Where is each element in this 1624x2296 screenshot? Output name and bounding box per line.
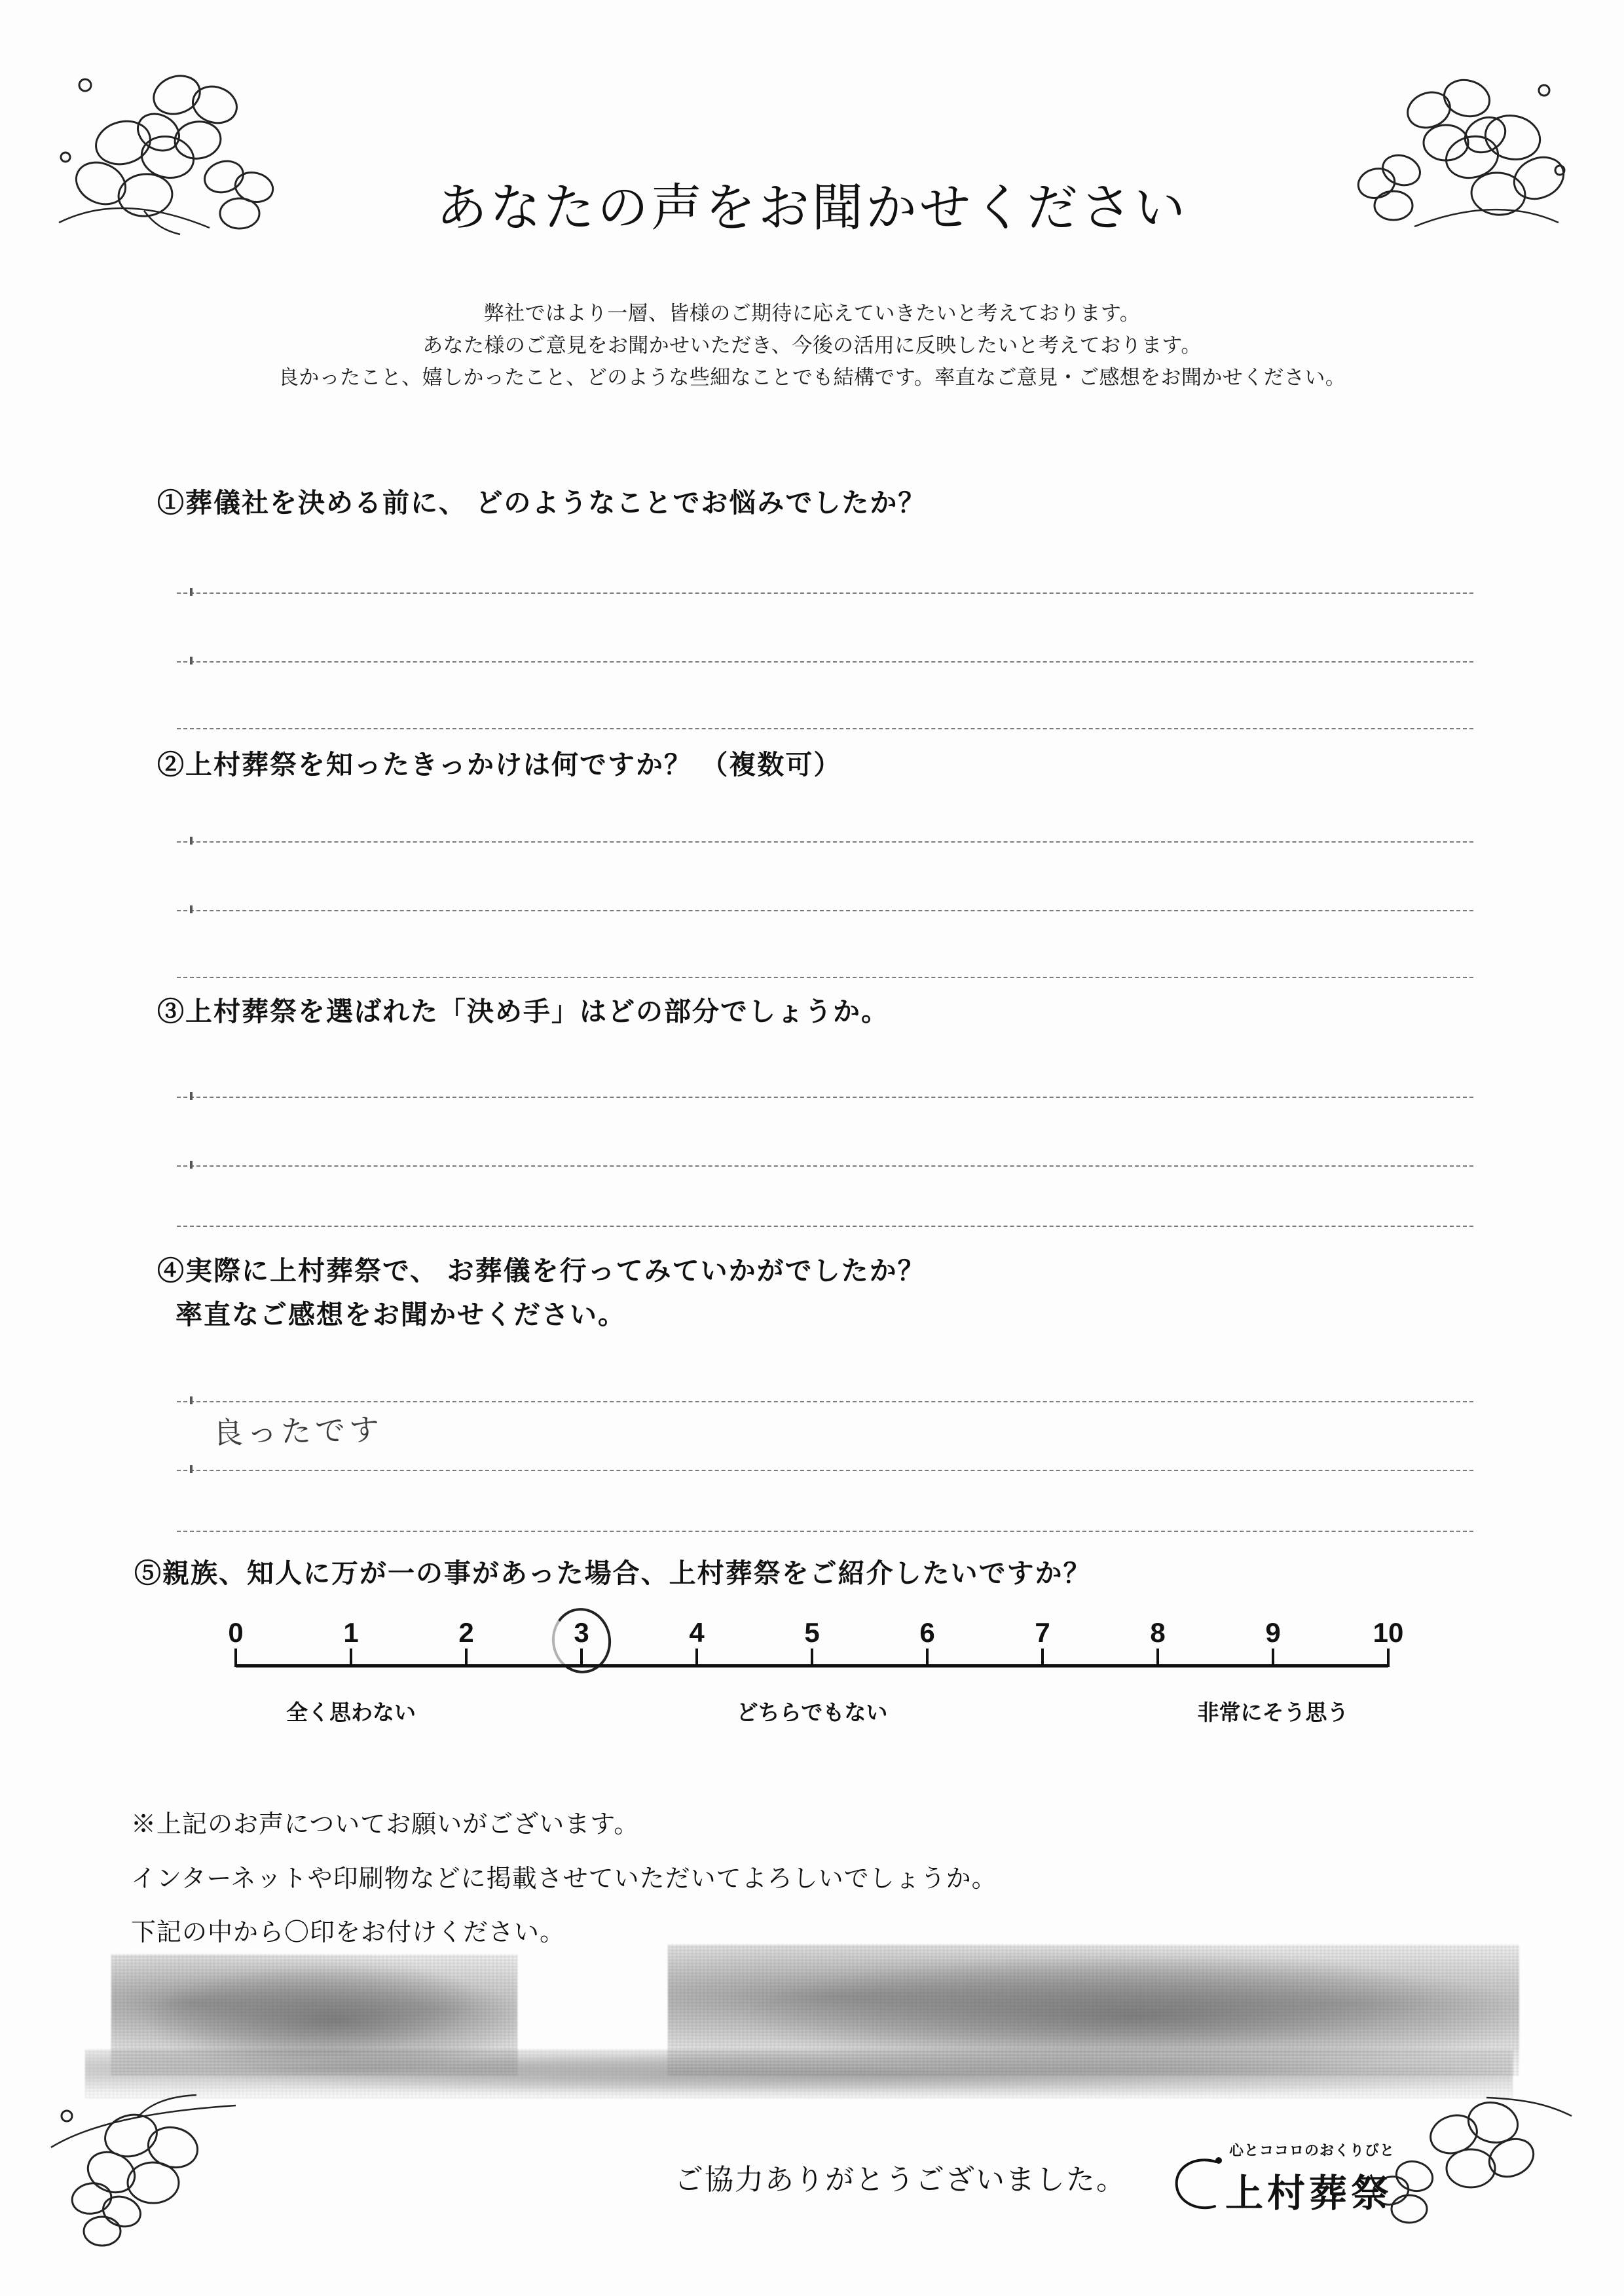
question-3-answer-line-1[interactable] <box>177 1097 1473 1098</box>
scale-number-5[interactable]: 5 <box>804 1617 820 1648</box>
thanks-message: ご協力ありがとうございました。 <box>674 2164 1126 2196</box>
scale-number-1[interactable]: 1 <box>343 1617 359 1648</box>
answer-line-tick <box>190 657 193 665</box>
note-line-3: 下記の中から〇印をお付けください。 <box>131 1919 566 1946</box>
scale-label-right: 非常にそう思う <box>1197 1700 1349 1724</box>
question-1-label: ①葬儀社を決める前に、 どのようなことでお悩みでしたか？ <box>157 488 927 518</box>
answer-line-tick <box>190 1161 193 1169</box>
question-2-label: ②上村葬祭を知ったきっかけは何ですか？ （複数可） <box>157 750 842 780</box>
company-logo <box>1173 2140 1395 2217</box>
answer-line-tick <box>190 1465 193 1473</box>
question-2-answer-line-2[interactable] <box>177 910 1473 911</box>
question-3-label: ③上村葬祭を選ばれた「決め手」はどの部分でしょうか。 <box>157 996 889 1027</box>
question-1-answer-line-2[interactable] <box>177 661 1473 663</box>
logo-company-name: 上村葬祭 <box>1225 2172 1393 2215</box>
recommendation-scale[interactable] <box>216 1617 1460 1724</box>
question-1-answer-line-1[interactable] <box>177 592 1473 594</box>
scale-label-center: どちらでもない <box>736 1700 888 1724</box>
note-line-1: ※上記のお声についてお願いがございます。 <box>131 1811 640 1838</box>
question-3-answer-line-2[interactable] <box>177 1165 1473 1167</box>
answer-line-tick <box>190 1092 193 1100</box>
question-1-answer-line-3[interactable] <box>177 728 1473 729</box>
scale-number-3[interactable]: 3 <box>574 1617 589 1648</box>
scale-label-left: 全く思わない <box>286 1700 416 1724</box>
question-5-label: ⑤親族、知人に万が一の事があった場合、上村葬祭をご紹介したいですか？ <box>134 1558 1092 1588</box>
scale-number-4[interactable]: 4 <box>689 1617 705 1648</box>
intro-paragraph <box>0 298 1624 394</box>
flower-decoration-bottom-left <box>39 2077 314 2250</box>
scale-number-2[interactable]: 2 <box>458 1617 474 1648</box>
question-4-answer-line-2[interactable] <box>177 1470 1473 1471</box>
redacted-consent-strip <box>85 2049 1513 2098</box>
intro-line-3: 良かったこと、嬉しかったこと、どのような些細なことでも結構です。率直なご意見・ご感想をお聞かせください。 <box>278 365 1346 389</box>
answer-line-tick <box>190 1396 193 1404</box>
intro-line-1: 弊社ではより一層、皆様のご期待に応えていきたいと考えております。 <box>483 302 1141 325</box>
logo-tagline: 心とココロのおくりびと <box>1228 2142 1395 2159</box>
question-3-answer-line-3[interactable] <box>177 1226 1473 1227</box>
intro-line-2: あなた様のご意見をお聞かせいただき、今後の活用に反映したいと考えております。 <box>422 333 1202 357</box>
answer-line-tick <box>190 837 193 845</box>
question-4-answer-line-1[interactable] <box>177 1401 1473 1402</box>
answer-line-tick <box>190 588 193 596</box>
question-4-label-line2: 率直なご感想をお聞かせください。 <box>175 1300 626 1330</box>
scale-axis-line <box>236 1664 1388 1667</box>
question-2-answer-line-1[interactable] <box>177 841 1473 843</box>
scale-number-6[interactable]: 6 <box>919 1617 935 1648</box>
page-title: あなたの声をお聞かせください <box>435 179 1188 238</box>
question-4-label: ④実際に上村葬祭で、 お葬儀を行ってみていかがでしたか？ <box>157 1256 926 1286</box>
scale-number-7[interactable]: 7 <box>1035 1617 1050 1648</box>
scale-number-0[interactable]: 0 <box>228 1617 244 1648</box>
swoosh-icon <box>1169 2151 1228 2220</box>
question-4-handwritten-answer: 良ったです <box>212 1412 384 1451</box>
answer-line-tick <box>190 905 193 913</box>
scale-number-10[interactable]: 10 <box>1373 1617 1404 1648</box>
scale-label-row <box>216 1696 1460 1728</box>
question-4-answer-line-3[interactable] <box>177 1531 1473 1532</box>
note-line-2: インターネットや印刷物などに掲載させていただいてよろしいでしょうか。 <box>131 1865 997 1893</box>
scale-number-9[interactable]: 9 <box>1265 1617 1281 1648</box>
question-2-answer-line-3[interactable] <box>177 977 1473 978</box>
scale-number-8[interactable]: 8 <box>1150 1617 1166 1648</box>
